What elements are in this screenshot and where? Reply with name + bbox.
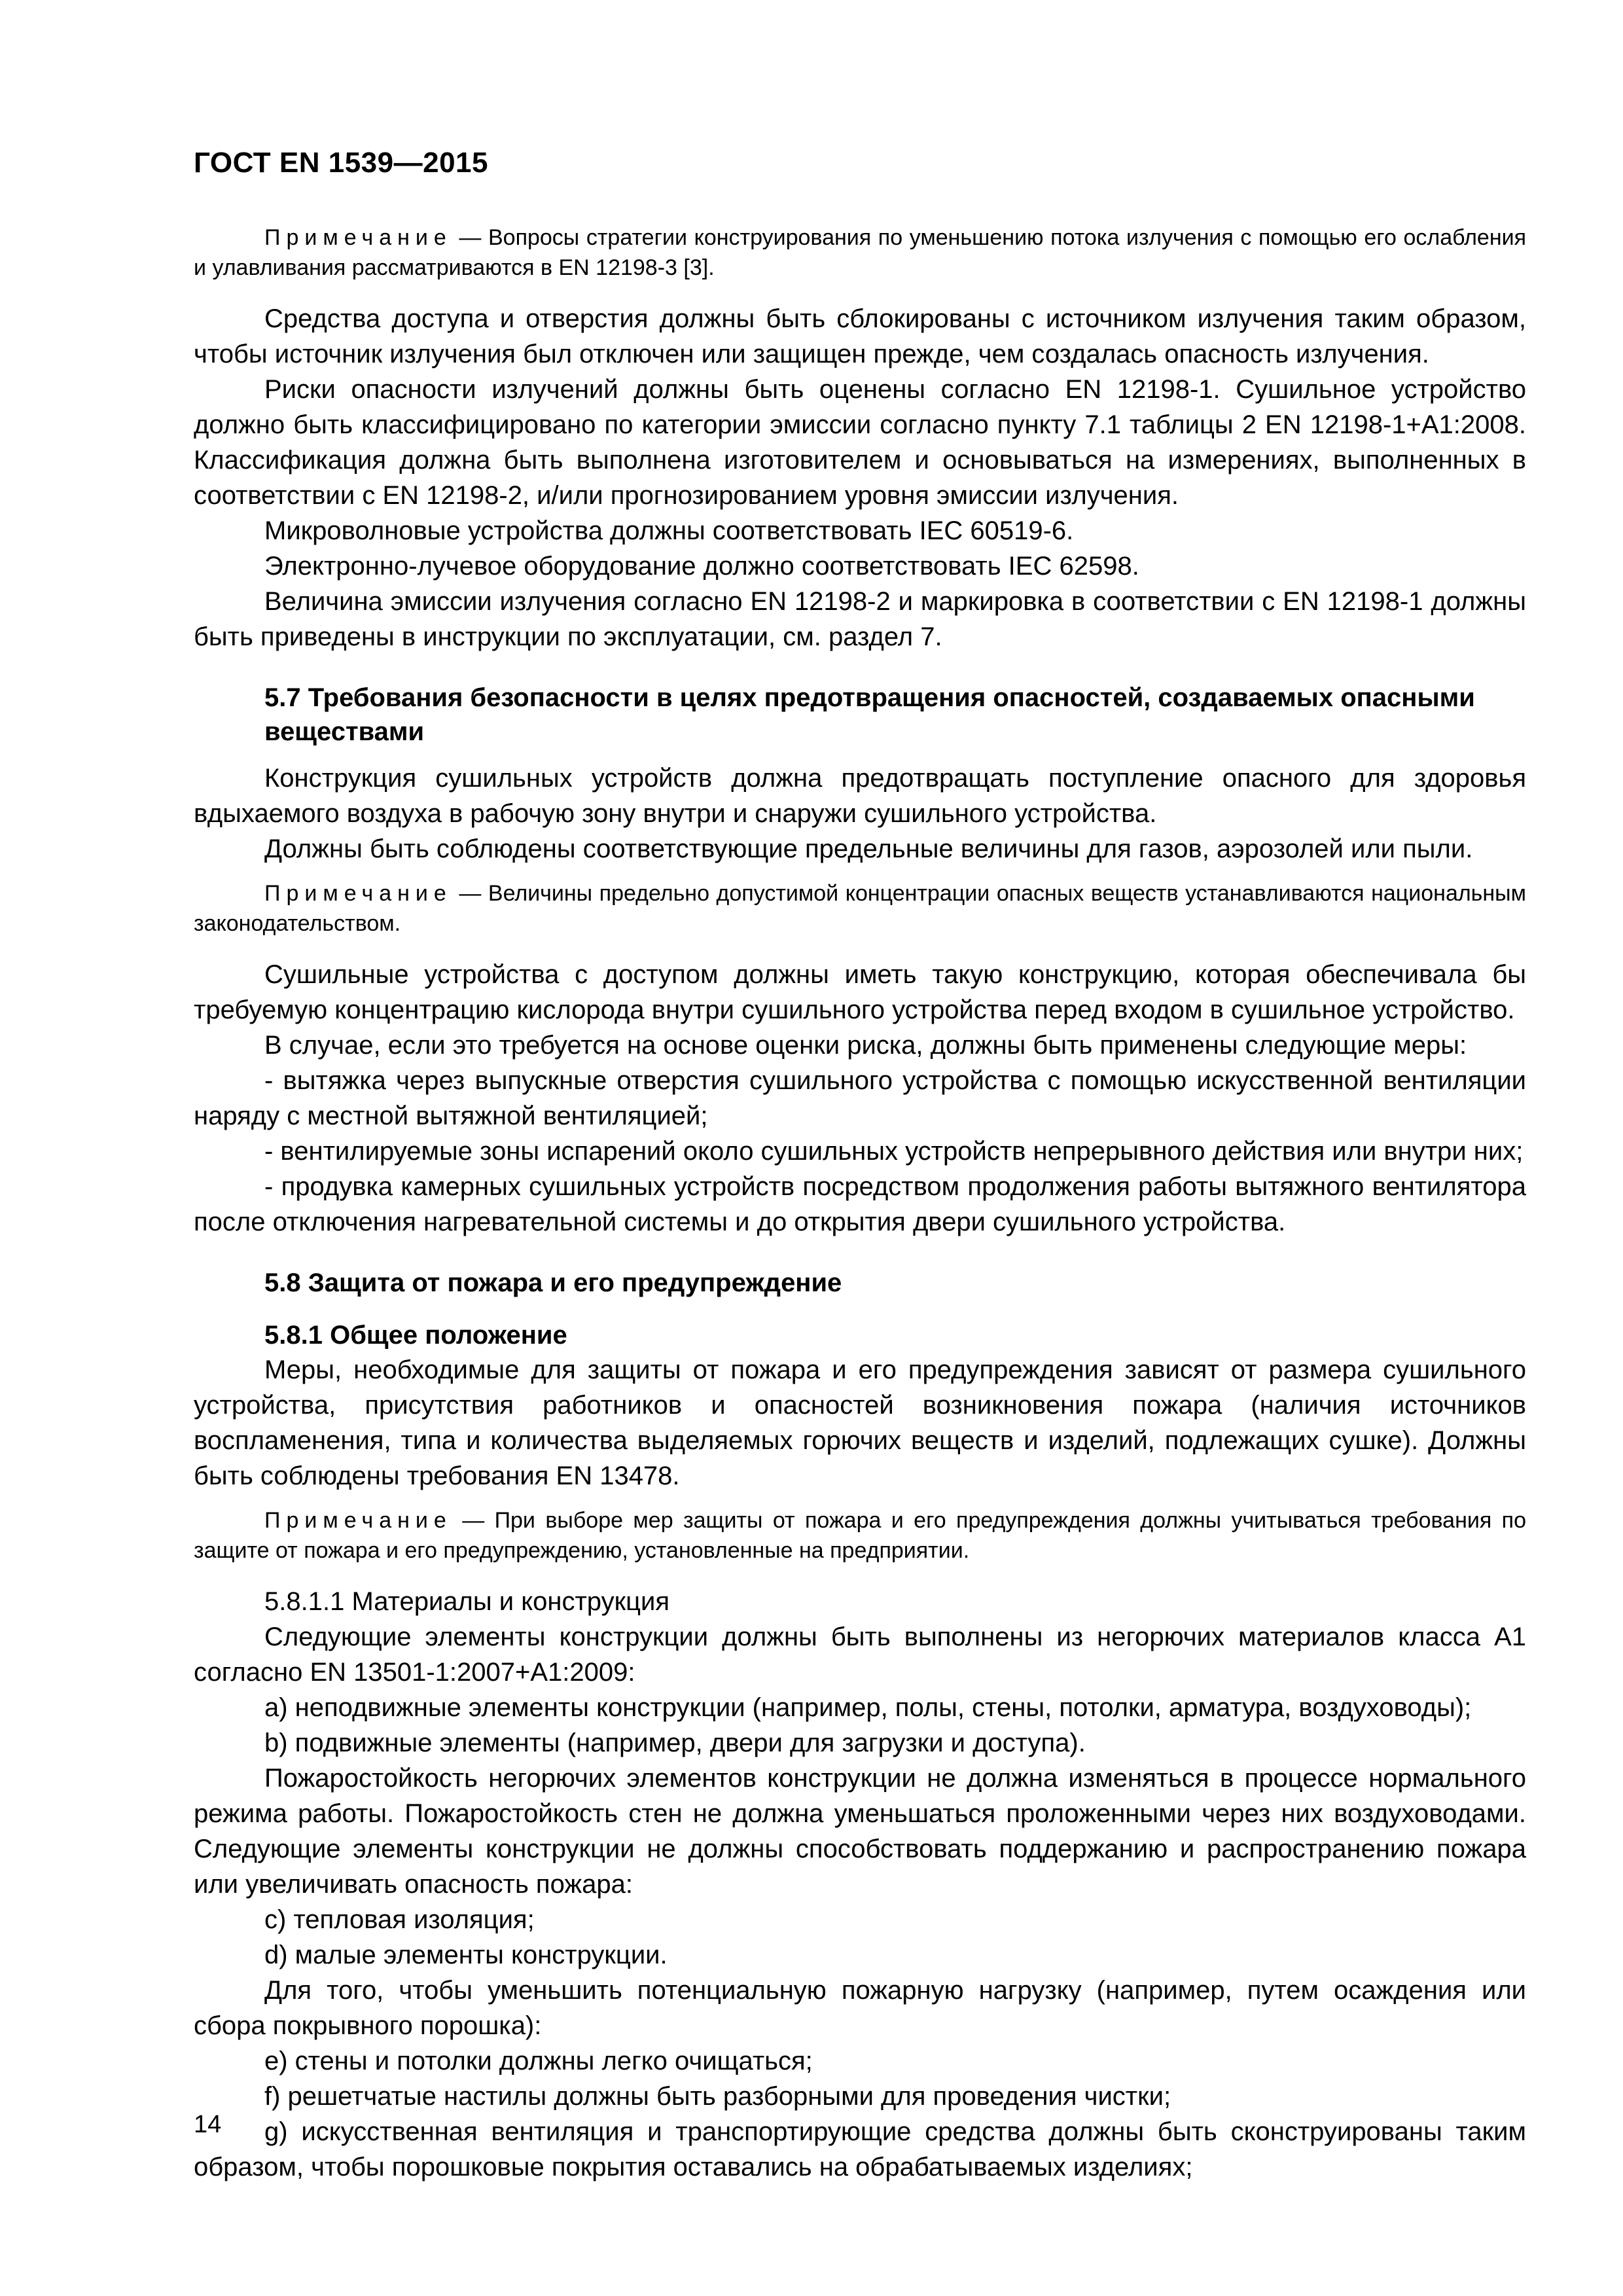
list-item: d) малые элементы конструкции. bbox=[264, 1941, 668, 1969]
section-5-7-heading: 5.7 Требования безопасности в целях предотвращения опасностей, создаваемых опасными веществами bbox=[264, 683, 1475, 746]
document-code-header: ГОСТ EN 1539—2015 bbox=[194, 147, 488, 179]
note-label: Примечание bbox=[264, 225, 452, 250]
paragraph-fire-measures: Меры, необходимые для защиты от пожара и его предупреждения зависят от размера сушильного устройства, присутствия работников и опасностей возникновения пожара (наличия источников воспламенения, типа и количества выделяемых горючих веществ и изделий, подлежащих сушке). Должны быть соблюдены требования EN 13478. bbox=[194, 1355, 1526, 1490]
paragraph-access-interlock: Средства доступа и отверстия должны быть сблокированы с источником излучения таким образом, чтобы источник излучения был отключен или защищен прежде, чем создалась опасность излучения. bbox=[194, 304, 1526, 368]
note-text: — Вопросы стратегии конструирования по уменьшению потока излучения с помощью его ослабления и улавливания рассматриваются в EN 12198-3 [3]. bbox=[194, 225, 1526, 280]
note-strategy-radiation bbox=[194, 223, 1526, 283]
paragraph-electron-beam: Электронно-лучевое оборудование должно соответствовать IEC 62598. bbox=[264, 552, 1139, 581]
list-item: a) неподвижные элементы конструкции (например, полы, стены, потолки, арматура, воздуховоды); bbox=[264, 1693, 1472, 1722]
paragraph-noncombustible: Следующие элементы конструкции должны быть выполнены из негорючих материалов класса A1 согласно EN 13501-1:2007+A1:2009: bbox=[194, 1623, 1526, 1687]
paragraph-radiation-risk: Риски опасности излучений должны быть оценены согласно EN 12198-1. Сушильное устройство должно быть классифицировано по категории эмиссии согласно пункту 7.1 таблицы 2 EN 12198-1+A1:2008. Классификация должна быть выполнена изготовителем и основываться на измерениях, выполненных в соответствии с EN 12198-2, и/или прогнозированием уровня эмиссии излучения. bbox=[194, 375, 1526, 510]
note-label: Примечание bbox=[264, 881, 452, 906]
list-item: g) искусственная вентиляция и транспортирующие средства должны быть сконструированы таким образом, чтобы порошковые покрытия оставались на обрабатываемых изделиях; bbox=[194, 2117, 1526, 2181]
paragraph-fire-resistance: Пожаростойкость негорючих элементов конструкции не должна изменяться в процессе нормального режима работы. Пожаростойкость стен не должна уменьшаться проложенными через них воздуховодами. Следующие элементы конструкции не должны способствовать поддержанию и распространению пожара или увеличивать опасность пожара: bbox=[194, 1764, 1526, 1899]
list-item: - вытяжка через выпускные отверстия сушильного устройства с помощью искусственной вентиляции наряду с местной вытяжной вентиляцией; bbox=[194, 1066, 1526, 1130]
paragraph-microwave: Микроволновые устройства должны соответствовать IEC 60519-6. bbox=[264, 516, 1074, 545]
list-item: - вентилируемые зоны испарений около сушильных устройств непрерывного действия или внутри них; bbox=[264, 1137, 1524, 1166]
list-item: b) подвижные элементы (например, двери для загрузки и доступа). bbox=[264, 1729, 1086, 1757]
list-item: c) тепловая изоляция; bbox=[264, 1905, 535, 1934]
note-label: Примечание bbox=[264, 1508, 452, 1533]
list-item: - продувка камерных сушильных устройств посредством продолжения работы вытяжного вентилятора после отключения нагревательной системы и до открытия двери сушильного устройства. bbox=[194, 1172, 1526, 1236]
section-5-8-1-heading: 5.8.1 Общее положение bbox=[264, 1321, 567, 1350]
clause-5-8-1-1-title: 5.8.1.1 Материалы и конструкция bbox=[264, 1587, 670, 1616]
paragraph-oxygen: Сушильные устройства с доступом должны иметь такую конструкцию, которая обеспечивала бы требуемую концентрацию кислорода внутри сушильного устройства перед входом в сушильное устройство. bbox=[194, 960, 1526, 1024]
paragraph-limit-values: Должны быть соблюдены соответствующие предельные величины для газов, аэрозолей или пыли. bbox=[264, 834, 1473, 863]
note-text: — При выборе мер защиты от пожара и его предупреждения должны учитываться требования по защите от пожара и его предупреждению, установленные на предприятии. bbox=[194, 1508, 1526, 1563]
page-number: 14 bbox=[194, 2111, 222, 2138]
note-text: — Величины предельно допустимой концентрации опасных веществ устанавливаются национальным законодательством. bbox=[194, 881, 1526, 936]
section-5-8-heading: 5.8 Защита от пожара и его предупреждение bbox=[264, 1268, 842, 1297]
paragraph-dryer-design: Конструкция сушильных устройств должна предотвращать поступление опасного для здоровья вдыхаемого воздуха в рабочую зону внутри и снаружи сушильного устройства. bbox=[194, 764, 1526, 828]
document-body bbox=[194, 223, 1526, 2185]
note-concentration bbox=[194, 878, 1526, 939]
paragraph-fire-load: Для того, чтобы уменьшить потенциальную пожарную нагрузку (например, путем осаждения или сбора покрывного порошка): bbox=[194, 1976, 1526, 2040]
list-item: f) решетчатые настилы должны быть разборными для проведения чистки; bbox=[264, 2082, 1171, 2111]
paragraph-emission-marking: Величина эмиссии излучения согласно EN 12198-2 и маркировка в соответствии с EN 12198-1 должны быть приведены в инструкции по эксплуатации, см. раздел 7. bbox=[194, 587, 1526, 651]
note-fire-protection bbox=[194, 1505, 1526, 1566]
list-item: e) стены и потолки должны легко очищаться; bbox=[264, 2047, 813, 2075]
paragraph-measures-intro: В случае, если это требуется на основе оценки риска, должны быть применены следующие меры: bbox=[264, 1031, 1467, 1060]
